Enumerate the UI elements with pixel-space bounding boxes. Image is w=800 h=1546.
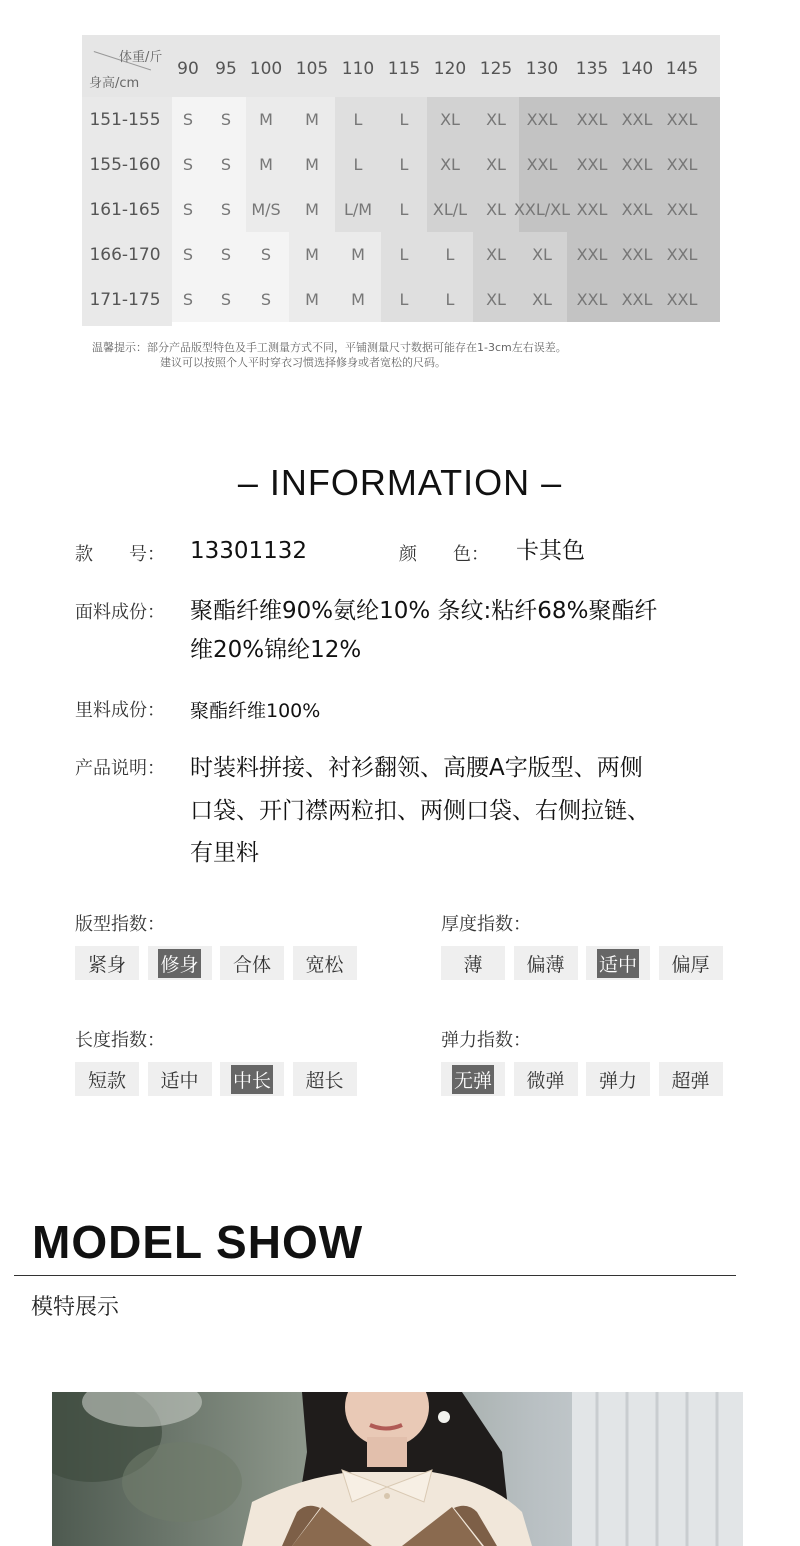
weight-axis-label: 体重/斤: [119, 50, 163, 65]
fit-option-label: 修身: [158, 949, 200, 978]
size-value: M: [259, 110, 273, 129]
elasticity-option-tag: [659, 1062, 723, 1096]
color-value: 卡其色: [516, 538, 585, 564]
thickness-option-label: 薄: [463, 953, 483, 976]
size-chart: [82, 35, 720, 326]
elasticity-option-tag: [514, 1062, 578, 1096]
height-header: 171-175: [89, 289, 161, 310]
lining-label: 里料成份：: [75, 700, 165, 721]
size-value: XXL: [621, 155, 653, 174]
size-value: XXL: [666, 290, 698, 309]
fit-option-tag: [220, 946, 284, 980]
size-value: M: [305, 110, 319, 129]
thickness-option-tag: [586, 946, 650, 980]
size-value: M: [305, 290, 319, 309]
weight-header: 145: [665, 59, 699, 79]
color-label: 颜 色：: [399, 544, 489, 565]
thickness-index-label: 厚度指数：: [441, 914, 531, 935]
length-option-tag: [148, 1062, 212, 1096]
size-value: L: [353, 155, 363, 174]
weight-header: 135: [575, 59, 609, 79]
length-index-label: 长度指数：: [75, 1030, 165, 1051]
size-value: S: [220, 155, 232, 174]
description-line1: 时装料拼接、衬衫翻领、高腰A字版型、两侧: [190, 755, 643, 781]
size-value: M: [351, 290, 365, 309]
length-option-tag: [75, 1062, 139, 1096]
fit-option-tag: [293, 946, 357, 980]
size-value: S: [260, 290, 272, 309]
size-value: XL: [532, 245, 552, 264]
size-value: XL: [486, 110, 506, 129]
size-value: XXL: [576, 245, 608, 264]
height-header: 166-170: [89, 244, 161, 265]
size-value: XXL: [526, 155, 558, 174]
model-show-subtitle: 模特展示: [31, 1295, 120, 1320]
elasticity-option-label: 无弹: [452, 1065, 494, 1094]
size-value: XXL: [576, 110, 608, 129]
size-value: XXL: [576, 155, 608, 174]
height-axis-label: 身高/cm: [89, 76, 140, 91]
size-value: XXL: [621, 245, 653, 264]
size-value: L/M: [343, 200, 373, 219]
information-title: – INFORMATION –: [237, 462, 563, 503]
size-value: L: [399, 110, 409, 129]
elasticity-index-label: 弹力指数：: [441, 1030, 531, 1051]
size-value: XL: [486, 155, 506, 174]
size-note-line2: 建议可以按照个人平时穿衣习惯选择修身或者宽松的尺码。: [160, 356, 446, 369]
description-label: 产品说明：: [75, 758, 165, 779]
elasticity-option-tag: [441, 1062, 505, 1096]
size-value: S: [220, 290, 232, 309]
size-value: L: [399, 245, 409, 264]
weight-header: 125: [479, 59, 513, 79]
fit-option-label: 合体: [232, 953, 271, 976]
size-value: XXL: [576, 290, 608, 309]
size-value: L: [445, 290, 455, 309]
fit-option-tag: [148, 946, 212, 980]
height-header: 155-160: [89, 154, 161, 175]
size-value: XL: [440, 110, 460, 129]
thickness-option-tag: [441, 946, 505, 980]
weight-header: 100: [249, 59, 283, 79]
fit-option-label: 宽松: [305, 953, 344, 976]
fit-index-label: 版型指数：: [75, 914, 165, 935]
size-value: M: [351, 245, 365, 264]
length-option-label: 中长: [231, 1065, 273, 1094]
size-value: XL: [486, 290, 506, 309]
fit-option-label: 紧身: [87, 953, 126, 976]
size-value: XL: [486, 200, 506, 219]
length-option-tag: [293, 1062, 357, 1096]
size-value: XL: [486, 245, 506, 264]
size-value: XXL/XL: [513, 200, 571, 219]
thickness-option-label: 偏厚: [671, 953, 710, 976]
lining-value: 聚酯纤维100%: [190, 700, 321, 722]
size-value: L: [399, 155, 409, 174]
size-value: XXL: [526, 110, 558, 129]
size-value: S: [260, 245, 272, 264]
size-value: S: [182, 245, 194, 264]
size-value: XXL: [621, 200, 653, 219]
fabric-value-line2: 维20%锦纶12%: [190, 637, 362, 663]
size-value: XXL: [666, 200, 698, 219]
size-value: S: [182, 200, 194, 219]
length-option-tag: [220, 1062, 284, 1096]
size-value: S: [220, 200, 232, 219]
size-value: S: [220, 245, 232, 264]
fit-option-tag: [75, 946, 139, 980]
description-line2: 口袋、开门襟两粒扣、两侧口袋、右侧拉链、: [190, 798, 650, 824]
thickness-option-label: 适中: [597, 949, 639, 978]
length-option-label: 超长: [305, 1069, 344, 1092]
size-value: M: [305, 245, 319, 264]
size-value: L: [445, 245, 455, 264]
weight-header: 120: [433, 59, 467, 79]
size-value: M/S: [251, 200, 281, 219]
size-value: S: [182, 155, 194, 174]
weight-header: 115: [387, 59, 421, 79]
description-line3: 有里料: [190, 840, 259, 866]
fabric-value-line1: 聚酯纤维90%氨纶10% 条纹:粘纤68%聚酯纤: [190, 598, 658, 624]
thickness-option-tag: [514, 946, 578, 980]
size-value: XL: [532, 290, 552, 309]
weight-header: 140: [620, 59, 654, 79]
elasticity-option-label: 弹力: [598, 1069, 637, 1092]
fabric-label: 面料成份：: [75, 602, 165, 623]
size-value: XXL: [666, 110, 698, 129]
elasticity-option-label: 微弹: [526, 1069, 565, 1092]
style-number-label: 款 号：: [75, 544, 165, 565]
weight-header: 110: [341, 59, 375, 79]
weight-header: 90: [177, 59, 199, 79]
size-value: L: [399, 200, 409, 219]
size-value: XXL: [666, 245, 698, 264]
size-value: XXL: [666, 155, 698, 174]
size-value: L: [399, 290, 409, 309]
size-value: M: [305, 200, 319, 219]
length-option-label: 适中: [160, 1069, 199, 1092]
size-value: XXL: [621, 110, 653, 129]
height-header: 151-155: [89, 109, 161, 130]
elasticity-option-label: 超弹: [671, 1069, 710, 1092]
size-value: XXL: [576, 200, 608, 219]
size-value: S: [182, 110, 194, 129]
style-number-value: 13301132: [190, 538, 308, 564]
thickness-option-label: 偏薄: [526, 953, 565, 976]
size-value: S: [220, 110, 232, 129]
model-show-title: MODEL SHOW: [32, 1216, 364, 1268]
model-photo: [52, 1392, 743, 1546]
size-value: XL/L: [432, 200, 468, 219]
size-value: M: [305, 155, 319, 174]
size-value: XL: [440, 155, 460, 174]
height-header: 161-165: [89, 199, 161, 220]
length-option-label: 短款: [87, 1069, 126, 1092]
elasticity-option-tag: [586, 1062, 650, 1096]
model-show-divider: [14, 1275, 736, 1276]
size-value: M: [259, 155, 273, 174]
weight-header: 105: [295, 59, 329, 79]
size-value: XXL: [621, 290, 653, 309]
weight-header: 95: [215, 59, 237, 79]
weight-header: 130: [525, 59, 559, 79]
size-value: L: [353, 110, 363, 129]
thickness-option-tag: [659, 946, 723, 980]
size-value: S: [182, 290, 194, 309]
size-note-line1: 温馨提示：部分产品版型特色及手工测量方式不同，平铺测量尺寸数据可能存在1-3cm左右误差。: [92, 341, 567, 354]
